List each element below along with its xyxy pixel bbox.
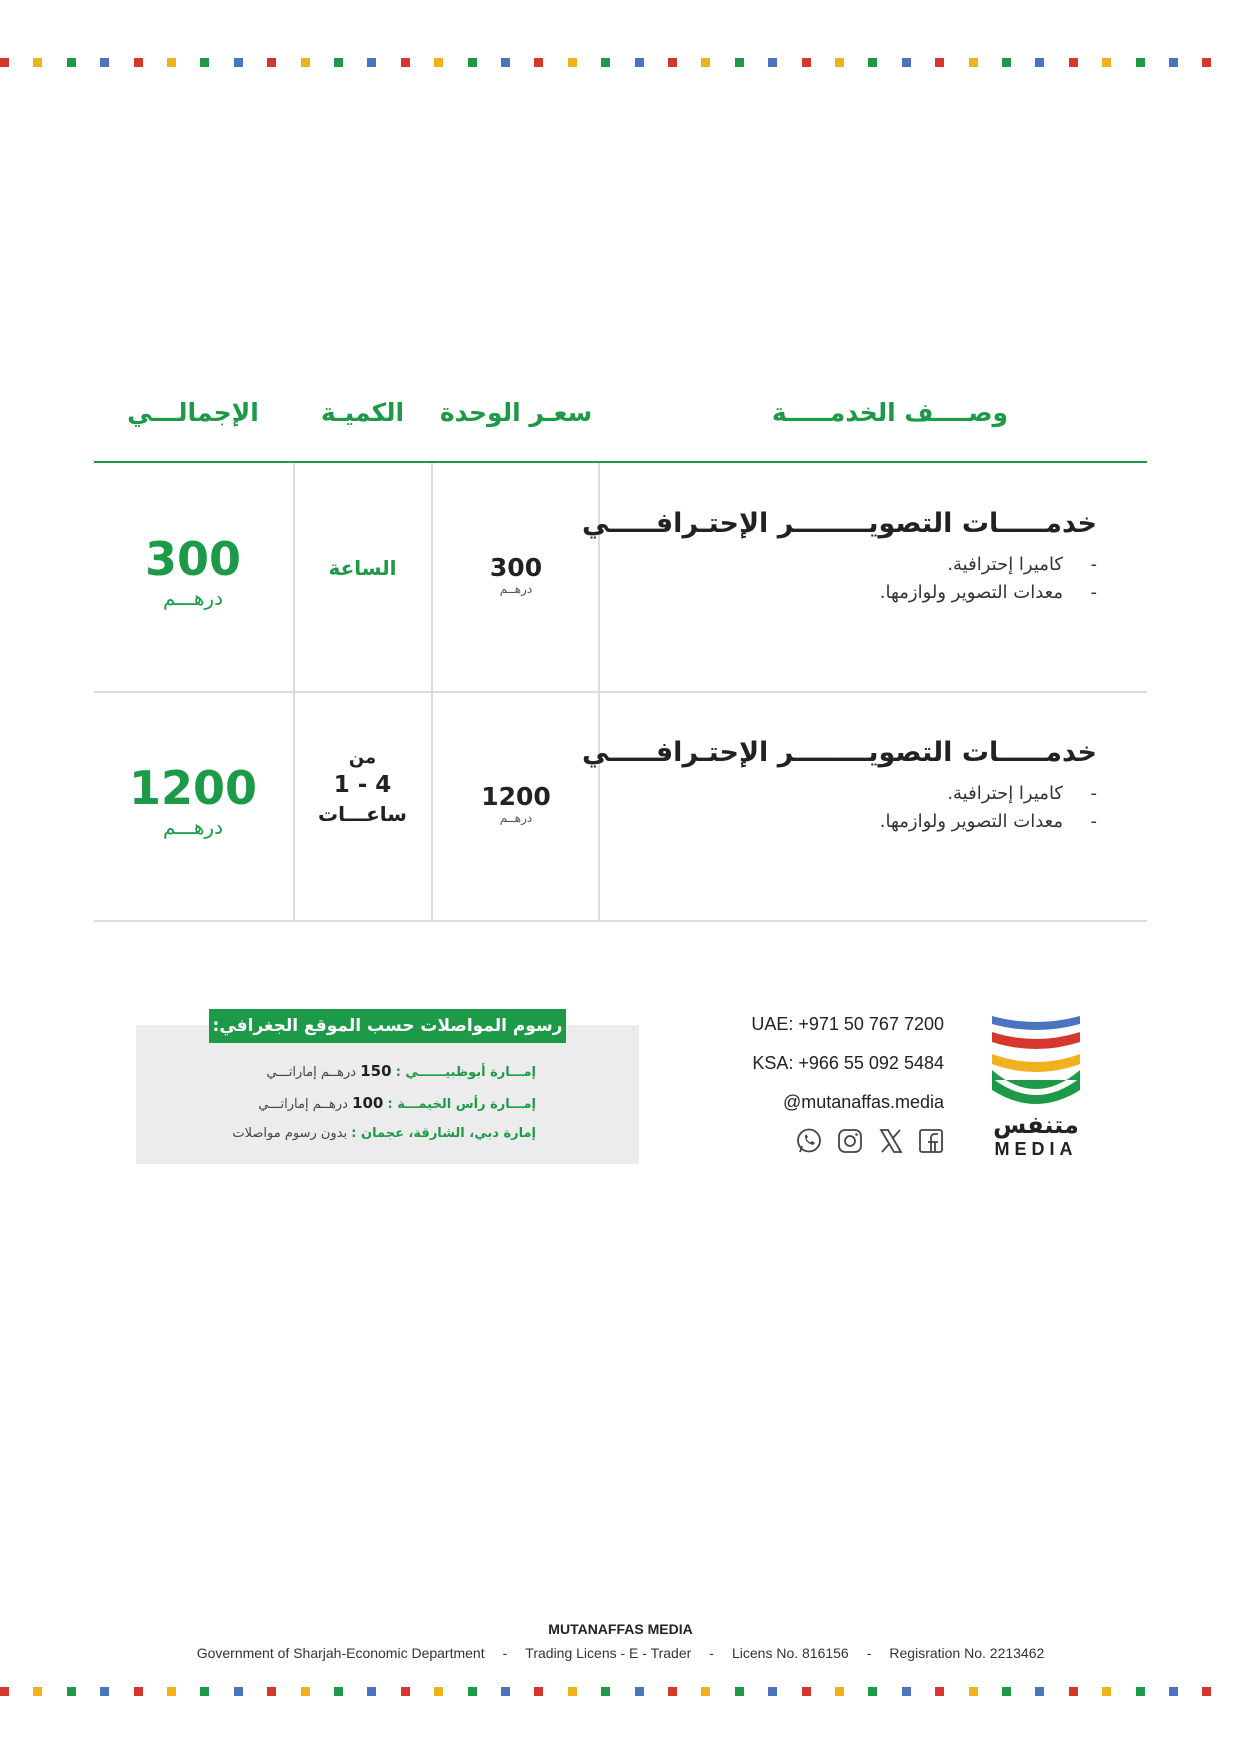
decorative-dot bbox=[67, 58, 76, 67]
decorative-dot bbox=[367, 1687, 376, 1696]
decorative-dot bbox=[969, 58, 978, 67]
decorative-dot bbox=[434, 1687, 443, 1696]
decorative-dot bbox=[434, 58, 443, 67]
service-item: - كاميرا إحترافية. bbox=[577, 551, 1097, 579]
decorative-dot bbox=[267, 1687, 276, 1696]
service-item: - كاميرا إحترافية. bbox=[577, 780, 1097, 808]
decorative-dot bbox=[668, 1687, 677, 1696]
decorative-dot bbox=[167, 1687, 176, 1696]
decorative-dot bbox=[367, 58, 376, 67]
service-item: - معدات التصوير ولوازمها. bbox=[577, 579, 1097, 607]
total-currency: درهـــم bbox=[163, 586, 223, 610]
decorative-dot bbox=[301, 1687, 310, 1696]
decorative-dot bbox=[134, 58, 143, 67]
service-items bbox=[577, 551, 1097, 607]
transport-place: إمارة دبي، الشارقة، عجمان : bbox=[351, 1126, 536, 1141]
decorative-dot bbox=[768, 1687, 777, 1696]
decorative-dot bbox=[67, 1687, 76, 1696]
decorative-dot bbox=[935, 58, 944, 67]
logo-mark bbox=[988, 1012, 1084, 1108]
header-total: الإجمالـــي bbox=[127, 398, 259, 427]
footer-registration: Regisration No. 2213462 bbox=[889, 1645, 1045, 1661]
decorative-dot bbox=[1169, 58, 1178, 67]
total-currency: درهـــم bbox=[163, 815, 223, 839]
decorative-dot bbox=[401, 1687, 410, 1696]
decorative-dot bbox=[668, 58, 677, 67]
decorative-dot bbox=[1002, 1687, 1011, 1696]
decorative-dot bbox=[1069, 58, 1078, 67]
transport-unit: درهــم إماراتـــي bbox=[266, 1065, 357, 1080]
contact-handle[interactable]: @mutanaffas.media bbox=[782, 1092, 944, 1112]
decorative-dot bbox=[1136, 1687, 1145, 1696]
decorative-dot bbox=[33, 58, 42, 67]
quantity-cell bbox=[294, 746, 431, 828]
decorative-dot bbox=[334, 1687, 343, 1696]
decorative-dot bbox=[868, 1687, 877, 1696]
footer-license-number: Licens No. 816156 bbox=[731, 1645, 849, 1661]
quantity-line: ساعـــات bbox=[318, 802, 407, 826]
footer-license: Trading Licens - E - Trader bbox=[525, 1645, 692, 1661]
decorative-dot bbox=[1136, 58, 1145, 67]
decorative-dot bbox=[1202, 1687, 1211, 1696]
decorative-dot bbox=[234, 58, 243, 67]
header-quantity: الكميـة bbox=[320, 398, 405, 427]
total-value: 300 bbox=[144, 532, 242, 586]
header-description: وصــــف الخدمـــــة bbox=[771, 398, 1009, 427]
header-unit-price: سعـر الوحدة bbox=[439, 398, 593, 427]
table-row-divider bbox=[94, 691, 1147, 693]
decorative-dot bbox=[200, 58, 209, 67]
decorative-dot bbox=[1102, 1687, 1111, 1696]
service-title: خدمـــــات التصويــــــــر الإحتـرافـــــي bbox=[582, 508, 1097, 539]
decorative-dot bbox=[200, 1687, 209, 1696]
decorative-dot bbox=[935, 1687, 944, 1696]
service-items bbox=[577, 780, 1097, 836]
decorative-dot bbox=[969, 1687, 978, 1696]
unit-price-value: 300 bbox=[489, 553, 543, 582]
footer-separator: - bbox=[502, 1645, 508, 1661]
decorative-dot bbox=[701, 1687, 710, 1696]
decorative-dot bbox=[701, 58, 710, 67]
instagram-icon[interactable] bbox=[836, 1127, 864, 1155]
total-cell bbox=[94, 533, 292, 611]
decorative-dot bbox=[601, 58, 610, 67]
decorative-dot bbox=[568, 58, 577, 67]
decorative-dot bbox=[735, 58, 744, 67]
decorative-dot bbox=[1069, 1687, 1078, 1696]
footer-company-name: MUTANAFFAS MEDIA bbox=[548, 1621, 693, 1637]
table-column-divider bbox=[293, 463, 295, 920]
mutanaffas-logo bbox=[988, 1012, 1084, 1160]
service-title: خدمـــــات التصويــــــــر الإحتـرافـــــي bbox=[582, 737, 1097, 768]
decorative-dot bbox=[301, 58, 310, 67]
logo-arabic: متنفس bbox=[993, 1111, 1079, 1139]
transport-row bbox=[156, 1126, 536, 1141]
transport-unit: بدون رسوم مواصلات bbox=[232, 1126, 348, 1141]
decorative-dot bbox=[100, 1687, 109, 1696]
transport-fees-title: رسوم المواصلات حسب الموقع الجغرافي: bbox=[209, 1009, 566, 1043]
decorative-dot bbox=[468, 1687, 477, 1696]
transport-unit: درهــم إماراتـــي bbox=[258, 1097, 348, 1112]
decorative-dot bbox=[868, 58, 877, 67]
decorative-dot bbox=[568, 1687, 577, 1696]
decorative-dots-bottom bbox=[0, 1687, 1241, 1697]
decorative-dot bbox=[401, 58, 410, 67]
decorative-dot bbox=[1035, 58, 1044, 67]
decorative-dot bbox=[835, 1687, 844, 1696]
decorative-dot bbox=[902, 58, 911, 67]
unit-price-currency: درهــم bbox=[499, 811, 533, 825]
decorative-dot bbox=[1102, 58, 1111, 67]
table-bottom-divider bbox=[94, 920, 1147, 922]
decorative-dot bbox=[468, 58, 477, 67]
decorative-dot bbox=[635, 1687, 644, 1696]
decorative-dot bbox=[1035, 1687, 1044, 1696]
decorative-dot bbox=[1169, 1687, 1178, 1696]
transport-value: 150 bbox=[360, 1062, 392, 1080]
contact-ksa-phone[interactable]: KSA: +966 55 092 5484 bbox=[752, 1053, 944, 1073]
footer-department: Government of Sharjah-Economic Department bbox=[196, 1645, 485, 1661]
decorative-dot bbox=[1002, 58, 1011, 67]
decorative-dot bbox=[735, 1687, 744, 1696]
transport-place: إمـــارة رأس الخيمـــة : bbox=[387, 1097, 536, 1112]
decorative-dot bbox=[100, 58, 109, 67]
quantity-line: 1 - 4 bbox=[333, 772, 392, 798]
transport-row bbox=[156, 1094, 536, 1112]
decorative-dots-top bbox=[0, 58, 1241, 68]
decorative-dot bbox=[501, 1687, 510, 1696]
decorative-dot bbox=[33, 1687, 42, 1696]
quantity-line: من bbox=[348, 747, 377, 768]
decorative-dot bbox=[334, 58, 343, 67]
decorative-dot bbox=[267, 58, 276, 67]
transport-place: إمـــارة أبوظبيــــــي : bbox=[395, 1065, 536, 1080]
decorative-dot bbox=[167, 58, 176, 67]
decorative-dot bbox=[802, 58, 811, 67]
decorative-dot bbox=[0, 58, 9, 67]
unit-price-currency: درهــم bbox=[499, 582, 533, 596]
unit-price-value: 1200 bbox=[481, 782, 551, 811]
transport-value: 100 bbox=[352, 1094, 384, 1112]
decorative-dot bbox=[534, 58, 543, 67]
footer-separator: - bbox=[866, 1645, 872, 1661]
unit-price-cell bbox=[433, 783, 599, 825]
decorative-dot bbox=[0, 1687, 9, 1696]
decorative-dot bbox=[534, 1687, 543, 1696]
service-item: - معدات التصوير ولوازمها. bbox=[577, 808, 1097, 836]
facebook-icon[interactable] bbox=[917, 1127, 945, 1155]
whatsapp-icon[interactable] bbox=[795, 1127, 823, 1155]
decorative-dot bbox=[1202, 58, 1211, 67]
quantity-value: الساعة bbox=[328, 556, 397, 580]
decorative-dot bbox=[802, 1687, 811, 1696]
table-header-divider bbox=[94, 461, 1147, 463]
decorative-dot bbox=[501, 58, 510, 67]
decorative-dot bbox=[601, 1687, 610, 1696]
decorative-dot bbox=[635, 58, 644, 67]
decorative-dot bbox=[835, 58, 844, 67]
decorative-dot bbox=[902, 1687, 911, 1696]
table-column-divider bbox=[431, 463, 433, 920]
decorative-dot bbox=[134, 1687, 143, 1696]
decorative-dot bbox=[768, 58, 777, 67]
contact-uae-phone[interactable]: UAE: +971 50 767 7200 bbox=[751, 1014, 944, 1034]
total-value: 1200 bbox=[128, 761, 258, 815]
decorative-dot bbox=[234, 1687, 243, 1696]
transport-row bbox=[156, 1062, 536, 1080]
unit-price-cell bbox=[433, 554, 599, 596]
logo-latin: MEDIA bbox=[994, 1139, 1078, 1159]
total-cell bbox=[94, 762, 292, 840]
x-icon[interactable] bbox=[877, 1127, 905, 1155]
footer-separator: - bbox=[709, 1645, 714, 1661]
footer-details bbox=[0, 1645, 1241, 1661]
